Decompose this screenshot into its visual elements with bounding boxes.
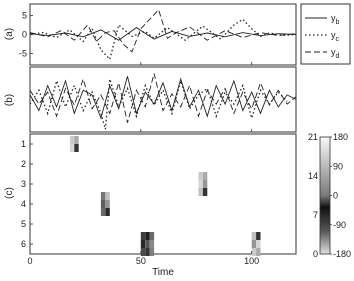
colorbar-gradient bbox=[320, 137, 330, 254]
series-a-1-line bbox=[30, 19, 296, 59]
colorbar-left-tick: 7 bbox=[312, 210, 318, 220]
y-tick-label: 4 bbox=[20, 199, 26, 209]
y-tick-label: 5 bbox=[20, 219, 26, 229]
y-tick-label: 0 bbox=[21, 29, 27, 40]
y-tick-label: -5 bbox=[18, 48, 27, 59]
heatmap-cell bbox=[105, 192, 109, 200]
heatmap-cell bbox=[145, 248, 149, 256]
series-a-2-line bbox=[30, 10, 296, 52]
colorbar-left-tick: 14 bbox=[307, 171, 318, 181]
heatmap-cell bbox=[145, 232, 149, 240]
heatmap-cell bbox=[101, 208, 105, 216]
colorbar-left-tick: 21 bbox=[307, 132, 318, 142]
colorbar-right-tick: 180 bbox=[333, 132, 349, 142]
heatmap-cell bbox=[199, 188, 203, 196]
heatmap-cell bbox=[141, 248, 145, 256]
heatmap-cell bbox=[105, 208, 109, 216]
heatmap-cell bbox=[105, 200, 109, 208]
colorbar-right-tick: -90 bbox=[333, 219, 347, 230]
heatmap-cell bbox=[199, 180, 203, 188]
panel-b-frame bbox=[30, 67, 296, 132]
heatmap-cell bbox=[203, 188, 207, 196]
heatmap-cell bbox=[150, 232, 154, 240]
heatmap-cell bbox=[141, 232, 145, 240]
legend-label-c: $y_c$ bbox=[331, 30, 339, 43]
panel-b-label: (b) bbox=[4, 93, 15, 107]
legend-label-b: $y_b$ bbox=[331, 13, 340, 26]
x-tick-label: 0 bbox=[27, 256, 33, 266]
y-tick-label: 5 bbox=[21, 10, 27, 21]
heatmap-cell bbox=[101, 200, 105, 208]
heatmap-cell bbox=[256, 232, 260, 240]
heatmap-cell bbox=[252, 240, 256, 248]
panel-c-heatmap bbox=[70, 136, 261, 256]
heatmap-cell bbox=[145, 240, 149, 248]
heatmap-cell bbox=[252, 232, 256, 240]
y-tick-label: 6 bbox=[20, 239, 26, 249]
heatmap-cell bbox=[70, 144, 74, 152]
legend bbox=[301, 4, 350, 64]
colorbar bbox=[308, 132, 351, 259]
x-tick-label: 100 bbox=[244, 256, 260, 266]
axis-ticks bbox=[19, 10, 259, 266]
y-tick-label: 1 bbox=[20, 139, 26, 149]
series-b-1-line bbox=[30, 79, 287, 129]
legend-box bbox=[301, 4, 350, 64]
heatmap-cell bbox=[203, 172, 207, 180]
legend-label-d: $y_d$ bbox=[331, 47, 340, 60]
colorbar-right-tick: -180 bbox=[333, 249, 352, 259]
panel-c-label: (c) bbox=[4, 187, 15, 199]
panel-a-label: (a) bbox=[4, 27, 15, 41]
heatmap-cell bbox=[203, 180, 207, 188]
heatmap-cell bbox=[256, 248, 260, 256]
heatmap-cell bbox=[150, 248, 154, 256]
heatmap-cell bbox=[74, 136, 78, 144]
heatmap-cell bbox=[256, 240, 260, 248]
heatmap-cell bbox=[70, 136, 74, 144]
x-axis-label: Time bbox=[152, 267, 174, 278]
panel-a-plot bbox=[30, 10, 296, 60]
heatmap-cell bbox=[101, 192, 105, 200]
colorbar-right-tick: 0 bbox=[333, 190, 339, 201]
heatmap-cell bbox=[199, 172, 203, 180]
heatmap-cell bbox=[252, 248, 256, 256]
x-tick-label: 50 bbox=[135, 256, 146, 266]
heatmap-cell bbox=[74, 144, 78, 152]
panel-b-plot bbox=[30, 74, 296, 130]
heatmap-cell bbox=[150, 240, 154, 248]
heatmap-cell bbox=[141, 240, 145, 248]
y-tick-label: 3 bbox=[20, 179, 26, 189]
colorbar-left-tick: 0 bbox=[312, 249, 318, 259]
colorbar-right-tick: 90 bbox=[333, 161, 344, 172]
y-tick-label: 2 bbox=[20, 159, 26, 169]
